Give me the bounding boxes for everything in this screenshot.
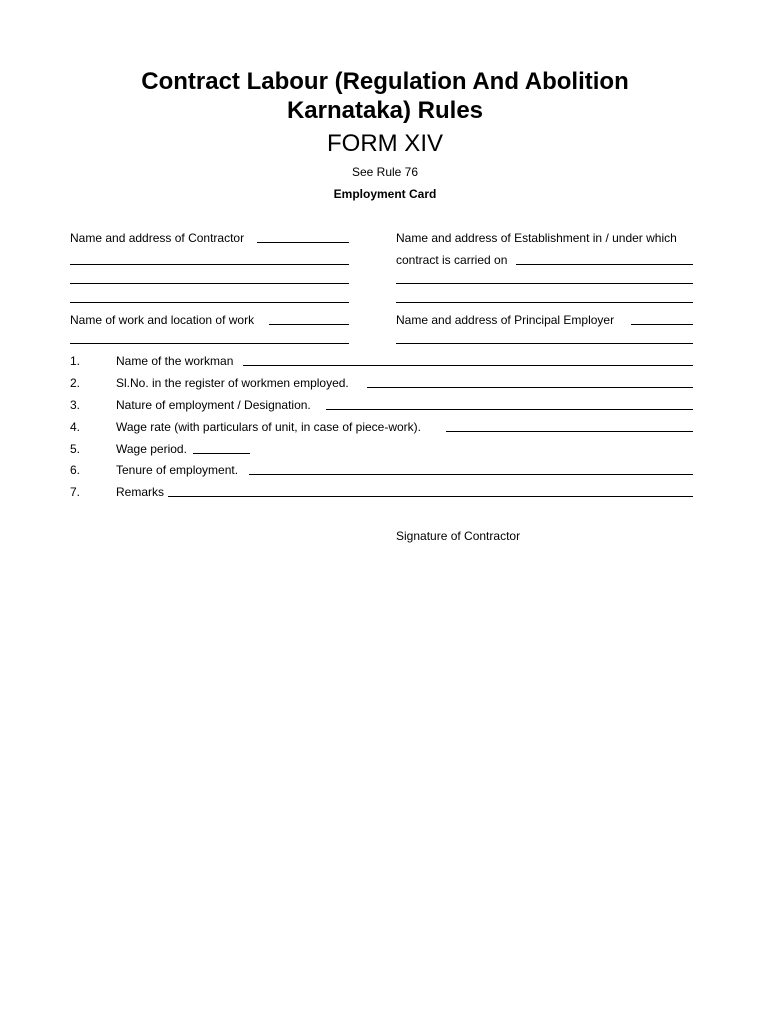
establishment-line[interactable] bbox=[516, 264, 693, 265]
item-label-remarks: Remarks bbox=[116, 485, 165, 499]
principal-employer-label: Name and address of Principal Employer bbox=[396, 313, 615, 327]
item-line-wage-period[interactable] bbox=[193, 453, 250, 454]
item-number: 7. bbox=[70, 485, 81, 499]
item-line-tenure[interactable] bbox=[249, 474, 693, 475]
item-line-remarks[interactable] bbox=[168, 496, 693, 497]
work-location-label: Name of work and location of work bbox=[70, 313, 255, 327]
item-line-register-slno[interactable] bbox=[367, 387, 693, 388]
card-title: Employment Card bbox=[333, 187, 437, 201]
item-label-designation: Nature of employment / Designation. bbox=[116, 398, 311, 412]
item-line-workman-name[interactable] bbox=[243, 365, 693, 366]
establishment-label: Name and address of Establishment in / under which bbox=[396, 231, 677, 245]
work-location-line[interactable] bbox=[70, 343, 349, 344]
contractor-line[interactable] bbox=[70, 302, 349, 303]
contractor-label: Name and address of Contractor bbox=[70, 231, 245, 245]
item-label-workman-name: Name of the workman bbox=[116, 354, 234, 368]
see-rule: See Rule 76 bbox=[351, 165, 419, 179]
work-location-line[interactable] bbox=[269, 324, 349, 325]
contractor-signature-label: Signature of Contractor bbox=[396, 529, 521, 543]
item-number: 6. bbox=[70, 463, 81, 477]
item-number: 1. bbox=[70, 354, 81, 368]
item-line-wage-rate[interactable] bbox=[446, 431, 693, 432]
item-number: 2. bbox=[70, 376, 81, 390]
item-label-register-slno: Sl.No. in the register of workmen employed. bbox=[116, 376, 349, 390]
item-label-wage-period: Wage period. bbox=[116, 442, 187, 456]
establishment-label-cont: contract is carried on bbox=[396, 253, 508, 267]
item-label-wage-rate: Wage rate (with particulars of unit, in case of piece-work). bbox=[116, 420, 422, 434]
principal-employer-line[interactable] bbox=[631, 324, 693, 325]
establishment-line[interactable] bbox=[396, 302, 693, 303]
item-number: 5. bbox=[70, 442, 81, 456]
contractor-line[interactable] bbox=[257, 242, 349, 243]
contractor-line[interactable] bbox=[70, 264, 349, 265]
form-number: FORM XIV bbox=[326, 130, 443, 157]
item-number: 3. bbox=[70, 398, 81, 412]
item-line-designation[interactable] bbox=[326, 409, 693, 410]
item-label-tenure: Tenure of employment. bbox=[116, 463, 239, 477]
contractor-line[interactable] bbox=[70, 283, 349, 284]
establishment-line[interactable] bbox=[396, 283, 693, 284]
principal-employer-line[interactable] bbox=[396, 343, 693, 344]
item-number: 4. bbox=[70, 420, 81, 434]
form-title-line-1: Contract Labour (Regulation And Abolition bbox=[141, 68, 629, 95]
form-title-line-2: Karnataka) Rules bbox=[286, 97, 484, 124]
